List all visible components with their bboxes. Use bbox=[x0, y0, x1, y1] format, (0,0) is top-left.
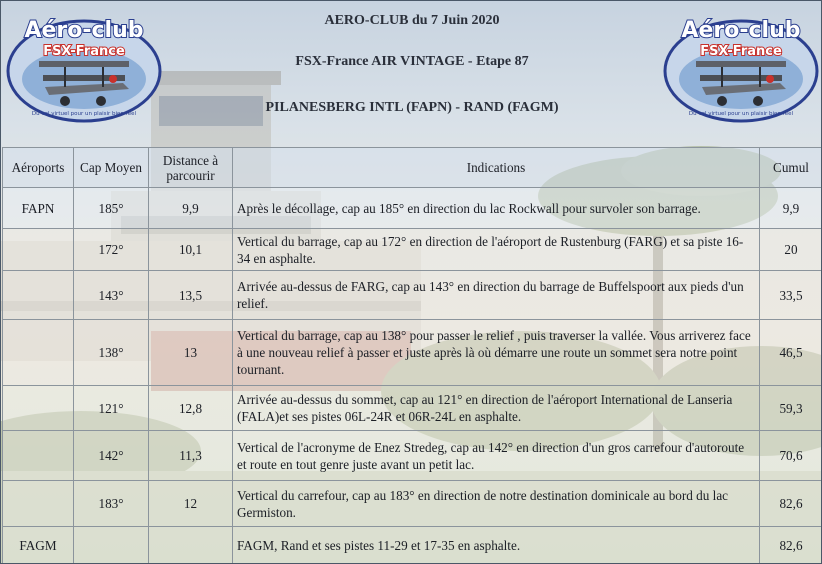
cell-indication: Après le décollage, cap au 185° en direction du lac Rockwall pour survoler son barrage. bbox=[233, 188, 760, 229]
cell-cumul: 20 bbox=[760, 229, 822, 271]
aeroclub-logo-right bbox=[662, 11, 820, 123]
cell-distance: 12 bbox=[149, 481, 233, 527]
cell-cumul: 59,3 bbox=[760, 386, 822, 431]
table-row bbox=[3, 481, 822, 527]
header-indications: Indications bbox=[233, 148, 760, 188]
page-subtitle: FSX-France AIR VINTAGE - Etape 87 bbox=[295, 54, 529, 69]
cell-airport bbox=[3, 320, 74, 386]
page-title: AERO-CLUB du 7 Juin 2020 bbox=[324, 13, 500, 28]
cell-heading: 143° bbox=[74, 271, 149, 320]
cell-heading: 172° bbox=[74, 229, 149, 271]
cell-heading bbox=[74, 527, 149, 564]
cell-airport bbox=[3, 386, 74, 431]
header-heading: Cap Moyen bbox=[74, 148, 149, 188]
header-airports: Aéroports bbox=[3, 148, 74, 188]
cell-airport bbox=[3, 481, 74, 527]
route-title: PILANESBERG INTL (FAPN) - RAND (FAGM) bbox=[265, 100, 559, 115]
cell-cumul: 46,5 bbox=[760, 320, 822, 386]
cell-cumul: 9,9 bbox=[760, 188, 822, 229]
header-distance: Distance à parcourir bbox=[149, 148, 233, 188]
cell-distance: 13,5 bbox=[149, 271, 233, 320]
page-header bbox=[1, 1, 822, 147]
cell-cumul: 82,6 bbox=[760, 527, 822, 564]
table-header-row bbox=[3, 148, 822, 188]
cell-airport bbox=[3, 431, 74, 481]
cell-heading: 183° bbox=[74, 481, 149, 527]
cell-cumul: 70,6 bbox=[760, 431, 822, 481]
header-cumul: Cumul bbox=[760, 148, 822, 188]
table-row bbox=[3, 271, 822, 320]
cell-airport: FAGM bbox=[3, 527, 74, 564]
cell-distance: 10,1 bbox=[149, 229, 233, 271]
table-row bbox=[3, 229, 822, 271]
cell-distance: 9,9 bbox=[149, 188, 233, 229]
logo-left-name: Aéro-club bbox=[24, 18, 144, 43]
logo-left-tagline: Du vol virtuel pour un plaisir bien réel bbox=[31, 111, 137, 117]
table-row bbox=[3, 188, 822, 229]
cell-distance: 12,8 bbox=[149, 386, 233, 431]
aeroclub-logo-left bbox=[5, 11, 163, 123]
logo-right-tagline: Du vol virtuel pour un plaisir bien réel bbox=[688, 111, 794, 117]
cell-airport bbox=[3, 271, 74, 320]
cell-airport: FAPN bbox=[3, 188, 74, 229]
cell-indication: Arrivée au-dessus de FARG, cap au 143° en direction du barrage de Buffelspoort aux pieds d'un relief. bbox=[233, 271, 760, 320]
cell-indication: Vertical du carrefour, cap au 183° en direction de notre destination dominicale au bord du lac Germiston. bbox=[233, 481, 760, 527]
table-row bbox=[3, 386, 822, 431]
logo-left-brand: FSX-France bbox=[43, 44, 125, 59]
cell-distance: 11,3 bbox=[149, 431, 233, 481]
cell-airport bbox=[3, 229, 74, 271]
cell-indication: Arrivée au-dessus du sommet, cap au 121° en direction de l'aéroport International de Lanseria (FALA)et ses pistes 06L-24R et 06R-24L en asphalte. bbox=[233, 386, 760, 431]
table-row bbox=[3, 527, 822, 564]
cell-distance bbox=[149, 527, 233, 564]
cell-indication: FAGM, Rand et ses pistes 11-29 et 17-35 en asphalte. bbox=[233, 527, 760, 564]
cell-indication: Vertical du barrage, cap au 138° pour passer le relief , puis traverser la vallée. Vous arriverez face à une nouveau relief à passer et juste après là où démarre une route un sommet sera notre point tournant. bbox=[233, 320, 760, 386]
cell-heading: 121° bbox=[74, 386, 149, 431]
table-row bbox=[3, 431, 822, 481]
cell-indication: Vertical du barrage, cap au 172° en direction de l'aéroport de Rustenburg (FARG) et sa piste 16-34 en asphalte. bbox=[233, 229, 760, 271]
cell-heading: 142° bbox=[74, 431, 149, 481]
cell-distance: 13 bbox=[149, 320, 233, 386]
table-row bbox=[3, 320, 822, 386]
cell-indication: Vertical de l'acronyme de Enez Stredeg, cap au 142° en direction d'un gros carrefour d'autoroute et route en tout genre juste avant un petit lac. bbox=[233, 431, 760, 481]
cell-heading: 185° bbox=[74, 188, 149, 229]
cell-cumul: 33,5 bbox=[760, 271, 822, 320]
logo-right-brand: FSX-France bbox=[700, 44, 782, 59]
cell-cumul: 82,6 bbox=[760, 481, 822, 527]
route-table bbox=[2, 147, 822, 564]
logo-right-name: Aéro-club bbox=[681, 18, 801, 43]
cell-heading: 138° bbox=[74, 320, 149, 386]
